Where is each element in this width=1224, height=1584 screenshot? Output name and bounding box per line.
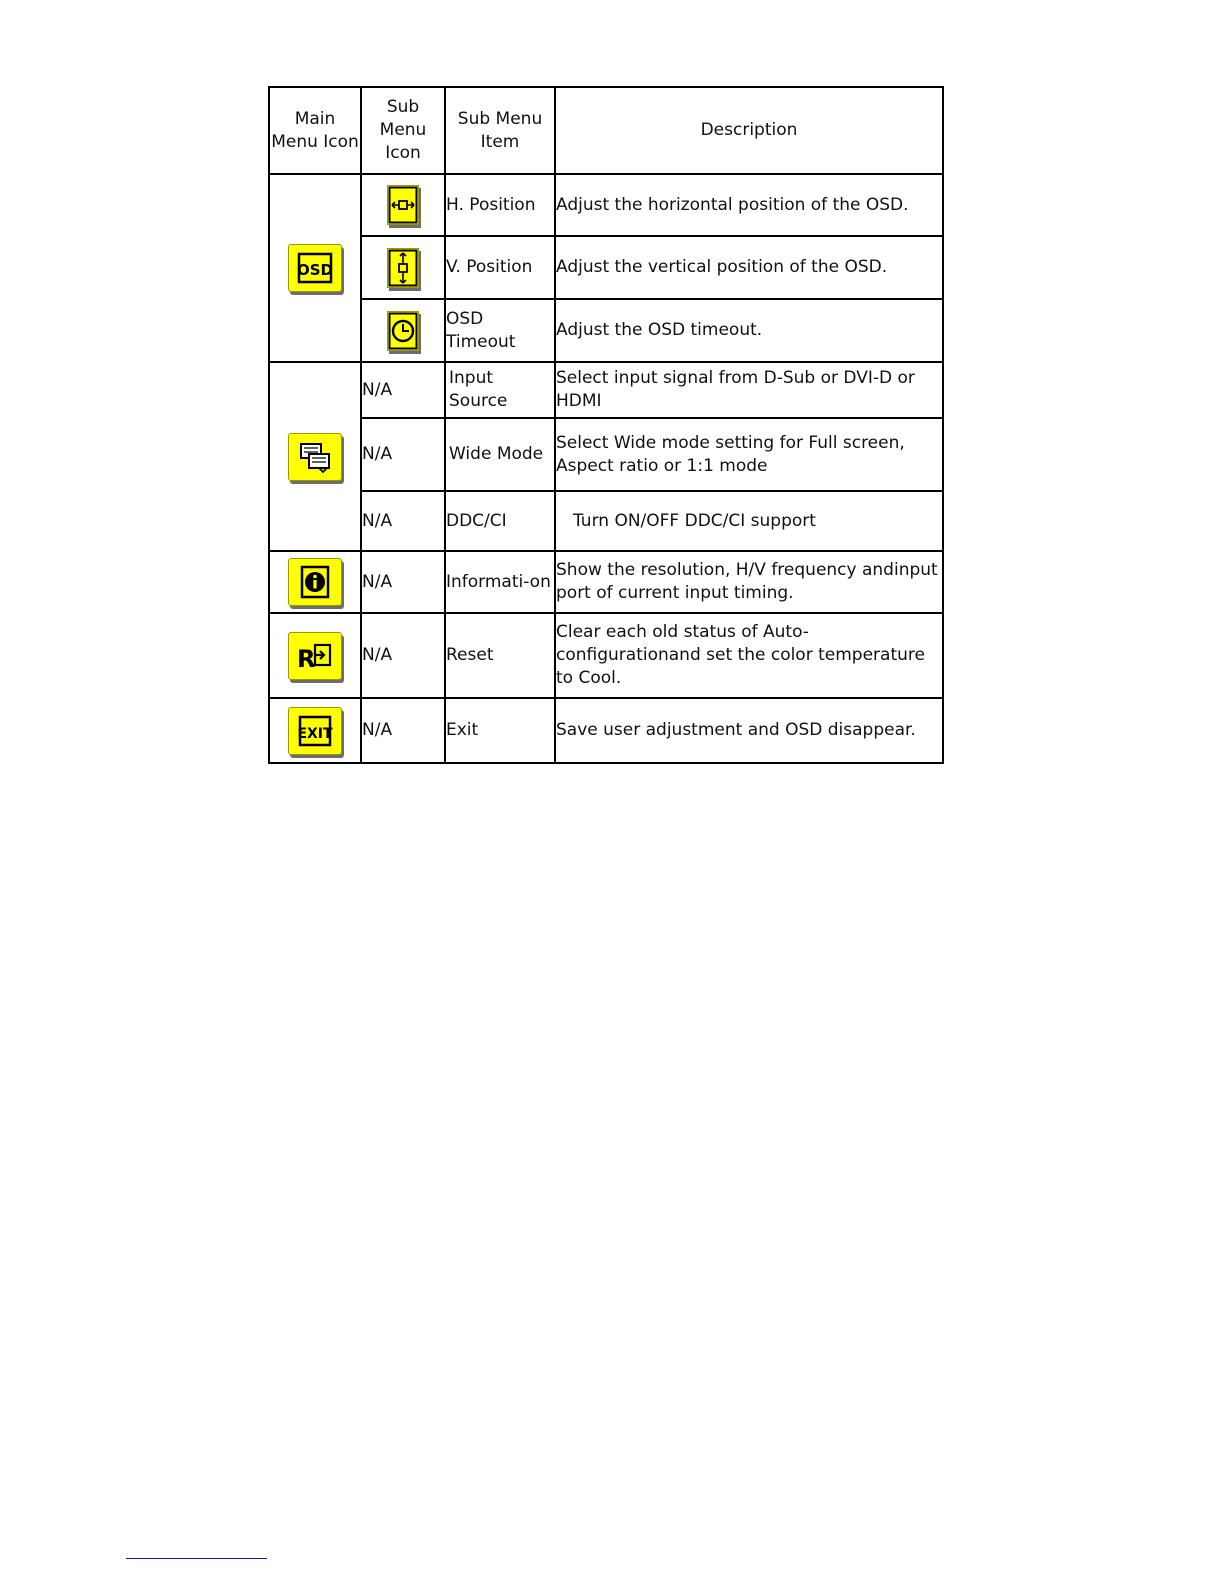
osd-menu-table [268,86,944,764]
sub-icon-na: N/A [361,362,445,418]
main-icon-cell [269,613,361,698]
description: Adjust the OSD timeout. [555,299,943,362]
clock-icon [387,311,419,351]
description: Select input signal from D-Sub or DVI-D or HDMI [555,362,943,418]
sub-icon-na: N/A [361,551,445,613]
sub-menu-item: H. Position [445,174,555,236]
sub-menu-item: V. Position [445,236,555,299]
description: Save user adjustment and OSD disappear. [555,698,943,763]
header-description: Description [555,87,943,174]
sub-menu-item: Reset [445,613,555,698]
description: Turn ON/OFF DDC/CI support [555,491,943,551]
description: Select Wide mode setting for Full screen, Aspect ratio or 1:1 mode [555,418,943,491]
table-row [269,698,943,763]
main-icon-cell [269,174,361,362]
main-icon-cell [269,698,361,763]
sub-menu-item: Wide Mode [445,418,555,491]
table-row [269,236,943,299]
information-icon [288,558,342,606]
sub-icon-na: N/A [361,613,445,698]
sub-icon-na: N/A [361,491,445,551]
table-row [269,418,943,491]
description: Adjust the vertical position of the OSD. [555,236,943,299]
h-position-icon [387,185,419,225]
table-row [269,491,943,551]
table-row [269,174,943,236]
sub-icon-na: N/A [361,418,445,491]
header-main-menu-icon: Main Menu Icon [269,87,361,174]
sub-icon-cell [361,174,445,236]
svg-text:OSD: OSD [296,261,334,279]
description: Show the resolution, H/V frequency andinput port of current input timing. [555,551,943,613]
v-position-icon [387,248,419,288]
sub-menu-item: DDC/CI [445,491,555,551]
reset-icon [288,632,342,680]
table-row [269,299,943,362]
header-row [269,87,943,174]
table-row [269,613,943,698]
input-icon [288,433,342,481]
footnote-divider [126,1558,267,1559]
sub-icon-cell [361,299,445,362]
main-icon-cell [269,551,361,613]
sub-menu-item: Exit [445,698,555,763]
main-icon-cell [269,362,361,551]
svg-text:EXIT: EXIT [297,725,333,742]
description: Clear each old status of Auto-configurationand set the color temperature to Cool. [555,613,943,698]
sub-icon-cell [361,236,445,299]
sub-menu-item: Informati-on [445,551,555,613]
sub-icon-na: N/A [361,698,445,763]
header-sub-menu-item: Sub Menu Item [445,87,555,174]
osd-icon [288,244,342,292]
sub-menu-item: OSD Timeout [445,299,555,362]
description: Adjust the horizontal position of the OSD. [555,174,943,236]
header-sub-menu-icon: Sub Menu Icon [361,87,445,174]
svg-text:R: R [297,644,316,673]
sub-menu-item: Input Source [445,362,555,418]
table-row [269,551,943,613]
exit-icon [288,707,342,755]
table-row [269,362,943,418]
